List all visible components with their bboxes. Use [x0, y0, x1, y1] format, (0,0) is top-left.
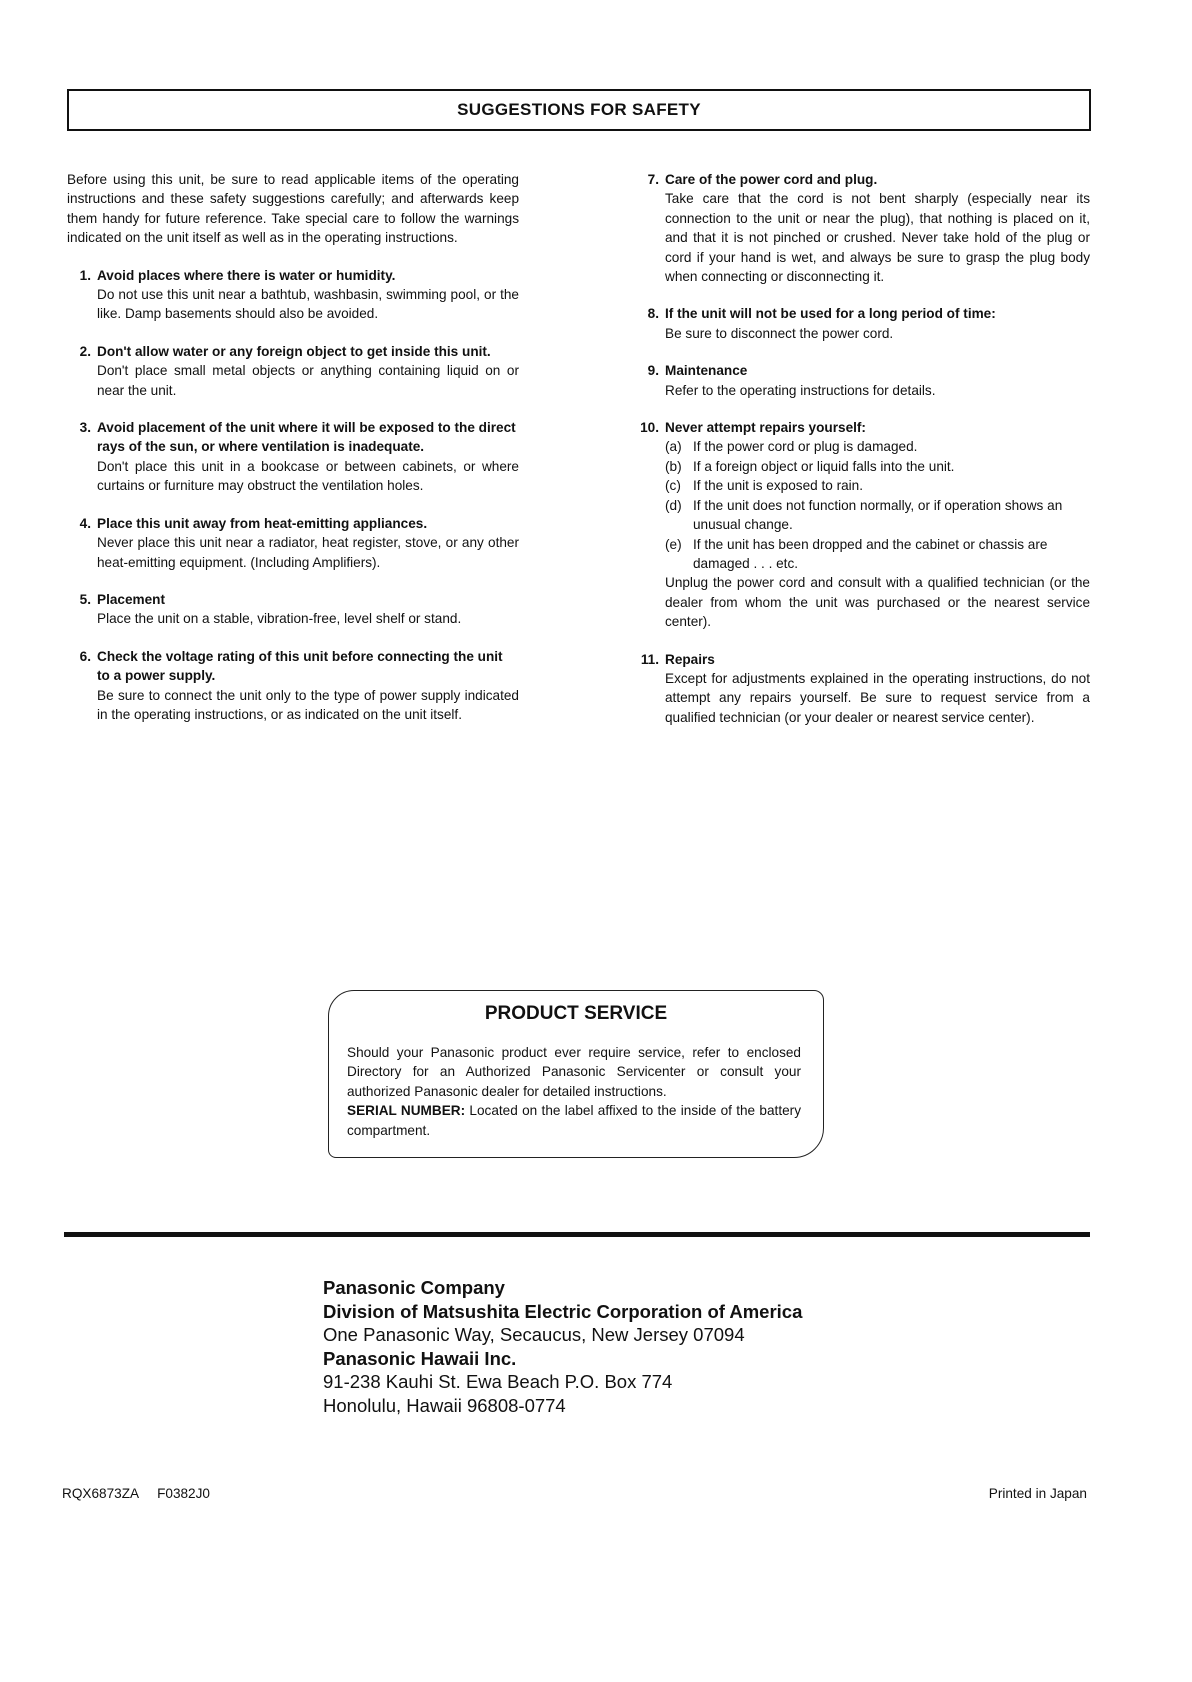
safety-item-5	[67, 590, 519, 629]
serial-number-label: SERIAL NUMBER:	[347, 1103, 466, 1119]
item-number: 3.	[79, 420, 91, 436]
item-heading: Don't allow water or any foreign object to get inside this unit.	[97, 343, 491, 359]
company-division: Division of Matsushita Electric Corporation of America	[323, 1300, 803, 1322]
hawaii-address-line-2: Honolulu, Hawaii 96808-0774	[323, 1394, 566, 1416]
item-text: Take care that the cord is not bent sharply (especially near its connection to the unit or near the plug), that nothing is placed on it, and that it is not pinched or crushed. Never take hold of the plug or cord if your hand is wet, and always be sure to grasp the plug body when connecting or disconnecting it.	[665, 191, 1090, 285]
item-heading: Avoid placement of the unit where it will be exposed to the direct rays of the sun, or where ventilation is inadequate.	[97, 420, 516, 455]
sub-letter: (b)	[665, 458, 682, 474]
sub-text: If the unit is exposed to rain.	[693, 478, 864, 494]
title-box	[67, 89, 1091, 131]
document-code: RQX6873ZA	[62, 1486, 140, 1501]
safety-item-7	[636, 170, 1090, 286]
left-column	[67, 170, 519, 742]
safety-item-2	[67, 342, 519, 400]
item-number: 7.	[647, 172, 659, 187]
item-number: 10.	[640, 420, 659, 436]
item-heading: Repairs	[665, 651, 715, 667]
title-rule-bottom	[69, 129, 1089, 131]
product-service-box	[328, 990, 824, 1158]
serial-number-text: Located on the label affixed to the inside of the battery compartment.	[347, 1103, 801, 1138]
item-heading: Check the voltage rating of this unit before connecting the unit to a power supply.	[97, 648, 503, 684]
service-paragraph: Should your Panasonic product ever require service, refer to enclosed Directory for an Authorized Panasonic Servicenter or consult your authorized Panasonic dealer for detailed instructions.	[347, 1045, 801, 1099]
sub-item-d	[665, 496, 1090, 535]
item-heading: If the unit will not be used for a long period of time:	[665, 306, 996, 322]
item-heading: Care of the power cord and plug.	[665, 172, 878, 187]
item-number: 8.	[647, 306, 659, 322]
safety-item-11	[636, 650, 1090, 728]
sub-text: If the unit does not function normally, or if operation shows an unusual change.	[693, 497, 1063, 533]
sub-item-b	[665, 457, 1090, 476]
safety-item-6	[67, 647, 519, 725]
company-address-line: One Panasonic Way, Secaucus, New Jersey 07094	[323, 1324, 745, 1345]
title-rule-top	[69, 89, 1089, 91]
print-code: F0382J0	[157, 1486, 210, 1501]
item-heading: Placement	[97, 591, 166, 607]
sub-letter: (c)	[665, 478, 681, 494]
item-number: 2.	[79, 343, 91, 359]
sub-text: If the power cord or plug is damaged.	[693, 439, 918, 455]
product-service-title: PRODUCT SERVICE	[484, 1003, 668, 1024]
product-service-text	[347, 1043, 801, 1140]
divider-rule	[64, 1232, 1090, 1237]
hawaii-company-name: Panasonic Hawaii Inc.	[323, 1347, 517, 1369]
item-number: 6.	[79, 648, 91, 664]
safety-item-8	[636, 304, 1090, 343]
item-number: 4.	[79, 515, 91, 531]
item-text: Never place this unit near a radiator, heat register, stove, or any other heat-emitting equipment. (Including Amplifiers).	[97, 535, 519, 570]
sub-letter: (a)	[665, 439, 682, 455]
sub-text: If the unit has been dropped and the cabinet or chassis are damaged . . . etc.	[693, 536, 1048, 571]
item-heading: Avoid places where there is water or humidity.	[97, 267, 396, 283]
sub-letter: (d)	[665, 497, 682, 513]
item-heading: Maintenance	[665, 363, 748, 379]
item-text: Don't place small metal objects or anything containing liquid on or near the unit.	[97, 363, 519, 398]
safety-item-1	[67, 266, 519, 324]
company-name: Panasonic Company	[323, 1277, 505, 1298]
intro-paragraph: Before using this unit, be sure to read applicable items of the operating instructions and these safety suggestions carefully; and afterwards keep them handy for future reference. Take special care to follow the warnings indicated on the unit itself as well as in the operating instructions.	[67, 172, 519, 246]
safety-item-3	[67, 418, 519, 496]
hawaii-address-line-1: 91-238 Kauhi St. Ewa Beach P.O. Box 774	[323, 1371, 673, 1392]
item-number: 1.	[79, 267, 91, 283]
item-text: Be sure to connect the unit only to the type of power supply indicated in the operating instructions, or as indicated on the unit itself.	[97, 687, 519, 722]
safety-item-10	[636, 418, 1090, 631]
sub-text: If a foreign object or liquid falls into the unit.	[693, 458, 955, 474]
safety-item-9	[636, 361, 1090, 400]
page-title: SUGGESTIONS FOR SAFETY	[457, 100, 701, 119]
company-address	[323, 1276, 802, 1417]
sub-item-c	[665, 476, 1090, 495]
item-text: Be sure to disconnect the power cord.	[665, 325, 894, 341]
item-text: Except for adjustments explained in the operating instructions, do not attempt any repairs yourself. Be sure to request service from a qualified technician (or your dealer or nearest service center).	[665, 670, 1090, 725]
item-text: Place the unit on a stable, vibration-free, level shelf or stand.	[97, 611, 462, 627]
item-number: 11.	[640, 651, 659, 667]
item-heading: Never attempt repairs yourself:	[665, 420, 866, 436]
item-text: Refer to the operating instructions for details.	[665, 382, 936, 398]
item-text: Do not use this unit near a bathtub, washbasin, swimming pool, or the like. Damp basements should also be avoided.	[97, 287, 519, 322]
sub-letter: (e)	[665, 536, 682, 552]
item-text: Don't place this unit in a bookcase or between cabinets, or where curtains or furniture may obstruct the ventilation holes.	[97, 458, 519, 494]
sub-item-a	[665, 437, 1090, 456]
item-number: 9.	[647, 363, 659, 379]
item-number: 5.	[79, 591, 91, 607]
safety-item-4	[67, 514, 519, 572]
printed-in-japan: Printed in Japan	[988, 1486, 1087, 1501]
right-column	[636, 170, 1090, 745]
sub-item-e	[665, 535, 1090, 574]
footer-codes	[62, 1486, 228, 1501]
item-heading: Place this unit away from heat-emitting appliances.	[97, 515, 428, 531]
item-text: Unplug the power cord and consult with a qualified technician (or the dealer from whom the unit was purchased or the nearest service center).	[665, 575, 1090, 630]
